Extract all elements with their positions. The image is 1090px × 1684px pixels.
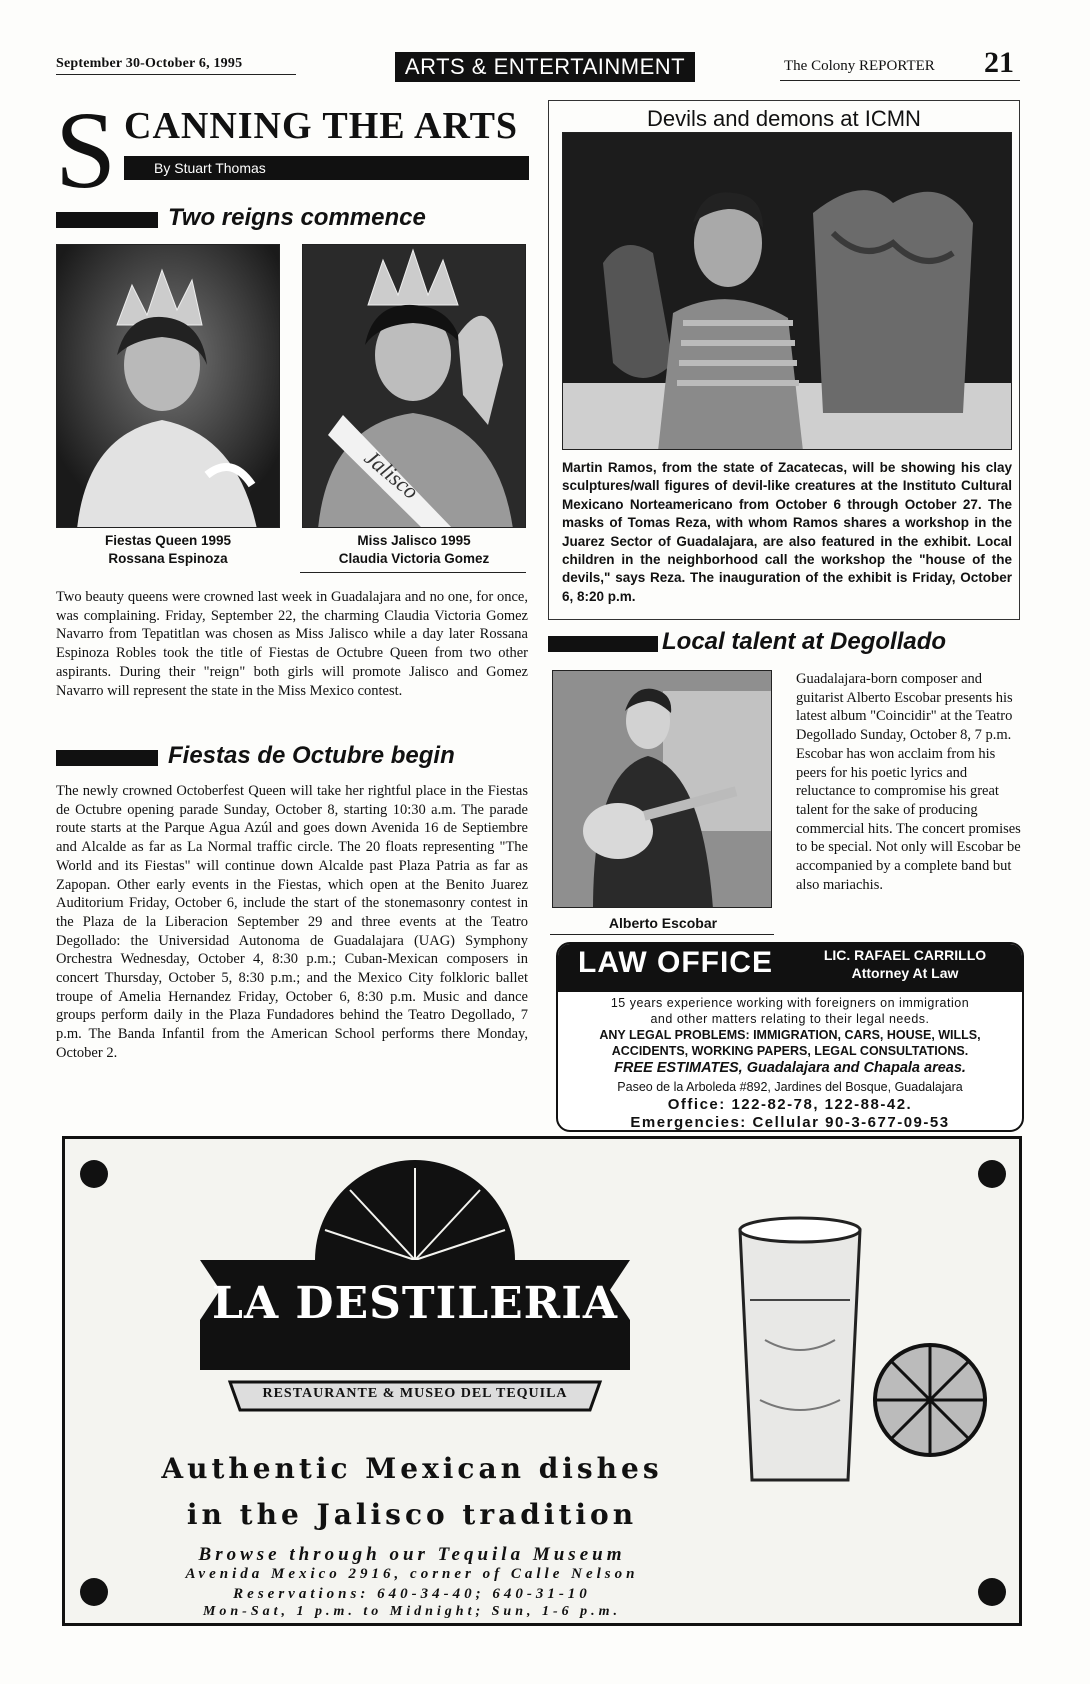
caption-miss-jalisco: [302, 532, 526, 568]
story-local-talent-body: Guadalajara-born composer and guitarist Alberto Escobar presents his latest album "Coincidir" at the Teatro Degollado Sunday, October 8, 7 p.m. Escobar has won acclaim from his peers for his poetic lyrics and reluctance to compromise his great talent for the sake of producing commercial hits. The concert promises to be special. Not only will Escobar be accompanied by a complete band but also mariachis.: [796, 671, 1021, 893]
photo-miss-jalisco: [302, 244, 526, 528]
byline: By Stuart Thomas: [124, 156, 529, 180]
caption-line: Claudia Victoria Gomez: [338, 551, 490, 566]
ad-line-4: Avenida Mexico 2916, corner of Calle Nelson: [185, 1566, 639, 1582]
column-title: CANNING THE ARTS: [124, 105, 519, 147]
icmn-title: Devils and demons at ICMN: [647, 106, 921, 131]
caption-line: Fiestas Queen 1995: [104, 533, 232, 548]
photo-martin-ramos: [562, 132, 1012, 450]
lawyer-name-line: LIC. RAFAEL CARRILLO: [823, 947, 987, 963]
subhead-bar: [56, 212, 158, 228]
corner-ornament: [978, 1578, 1006, 1606]
issue-date: September 30-October 6, 1995: [56, 56, 243, 71]
devil-sculptures-illustration: [563, 133, 1012, 450]
ad-line-6: Mon-Sat, 1 p.m. to Midnight; Sun, 1-6 p.m.: [202, 1604, 622, 1619]
ad-line-3: Browse through our Tequila Museum: [198, 1544, 626, 1565]
ad-line-2: in the Jalisco tradition: [186, 1498, 638, 1531]
lawyer-name: [800, 946, 1010, 982]
logo-banner: RESTAURANTE & MUSEO DEL TEQUILA: [262, 1386, 568, 1401]
logo-name: LA DESTILERIA: [212, 1278, 618, 1329]
law-line-5: FREE ESTIMATES, Guadalajara and Chapala areas.: [614, 1060, 966, 1076]
law-office-title: LAW OFFICE: [578, 946, 773, 979]
story-two-reigns-body: Two beauty queens were crowned last week in Guadalajara and no one, for once, was complaining. Friday, September 22, the charming Claudia Victoria Gomez Navarro from Tepatitlan was chosen as Miss Jalisco while a day later Rossana Espinoza Robles took the title of Fiestas de Octubre Queen from two other aspirants. During their "reign" both girls will promote Jalisco and Gomez Navarro will represent the state in the Miss Mexico contest.: [56, 589, 528, 699]
photo-alberto-escobar: [552, 670, 772, 908]
lawyer-title-line: Attorney At Law: [851, 965, 959, 981]
section-banner: ARTS & ENTERTAINMENT: [395, 52, 695, 82]
page-number: 21: [984, 46, 1014, 79]
ad-line-1: Authentic Mexican dishes: [161, 1452, 663, 1485]
caption-fiestas-queen: [56, 532, 280, 568]
header-rule-right: [780, 80, 1020, 81]
photo-fiestas-queen: [56, 244, 280, 528]
drop-cap: S: [55, 89, 117, 211]
caption-alberto-escobar: Alberto Escobar: [608, 915, 718, 931]
ad-line-5: Reservations: 640-34-40; 640-31-10: [233, 1586, 591, 1602]
law-line-7: Office: 122-82-78, 122-88-42.: [667, 1096, 913, 1113]
queen-portrait-illustration: [57, 245, 280, 528]
caption-rule: [550, 934, 774, 935]
subhead-local-talent: Local talent at Degollado: [662, 628, 947, 655]
guitarist-illustration: [553, 671, 772, 908]
header-rule-left: [56, 74, 296, 75]
law-line-6: Paseo de la Arboleda #892, Jardines del Bosque, Guadalajara: [617, 1080, 963, 1094]
icmn-caption: Martin Ramos, from the state of Zacatecas, will be showing his clay sculptures/wall figures of devil-like creatures at the Instituto Cultural Mexicano Norteamericano from October 6 through October 27. The masks of Tomas Reza, with whom Ramos shares a workshop in the Juarez Sector of Guadalajara, are also featured in the exhibit. Local children in the neighborhood call the workshop the "house of the devils," says Reza. The inauguration of the exhibit is Friday, October 6, 8:20 p.m.: [562, 460, 1012, 604]
corner-ornament: [80, 1160, 108, 1188]
miss-jalisco-portrait-illustration: [303, 245, 526, 528]
law-line-1: 15 years experience working with foreigners on immigration: [610, 996, 970, 1010]
caption-line: Miss Jalisco 1995: [357, 533, 471, 548]
law-line-3: ANY LEGAL PROBLEMS: IMMIGRATION, CARS, HOUSE, WILLS,: [599, 1028, 981, 1042]
sash-text: Jalisco: [359, 444, 424, 504]
tequila-glass-lime-illustration: [720, 1210, 1000, 1510]
subhead-bar: [548, 636, 658, 652]
caption-rule: [300, 572, 526, 573]
law-line-8: Emergencies: Cellular 90-3-677-09-53: [630, 1114, 950, 1131]
law-line-2: and other matters relating to their legal needs.: [650, 1012, 930, 1026]
subhead-fiestas-octubre: Fiestas de Octubre begin: [168, 742, 455, 769]
subhead-two-reigns: Two reigns commence: [168, 204, 426, 231]
story-fiestas-body: The newly crowned Octoberfest Queen will take her rightful place in the Fiestas de Octubre opening parade Sunday, October 8, starting 10:30 a.m. The parade route starts at the Parque Agua Azúl and goes down Avenida 16 de Septiembre and Alcalde as far as La Normal traffic circle. The 20 floats representing "The World and its Fiestas" will continue down Alcalde past Plaza Patria as far as Zapopan. Other early events in the Fiestas, which open at the Benito Juarez Auditorium Friday, October 6, include the start of the stonemasonry contest in the Plaza de la Liberacion September 29 and three events at the Teatro Degollado: the Universidad Autonoma de Guadalajara (UAG) Symphony Orchestra Wednesday, October 4, 8:30 p.m.; Cuban-Mexican composers in concert Thursday, October 5, 8:30 p.m.; and the Mexico City folkloric ballet troupe of Amelia Hernandez Friday, October 6, 8:30 p.m. Music and dance groups perform daily in the Plaza Fundadores behind the Teatro Degollado, 7 p.m. The Banda Infantil from the American School performs there Monday, October 2.: [56, 783, 528, 1061]
newspaper-name: The Colony REPORTER: [784, 58, 935, 74]
subhead-bar: [56, 750, 158, 766]
law-line-4: ACCIDENTS, WORKING PAPERS, LEGAL CONSULTATIONS.: [611, 1044, 969, 1058]
caption-line: Rossana Espinoza: [108, 551, 228, 566]
corner-ornament: [978, 1160, 1006, 1188]
